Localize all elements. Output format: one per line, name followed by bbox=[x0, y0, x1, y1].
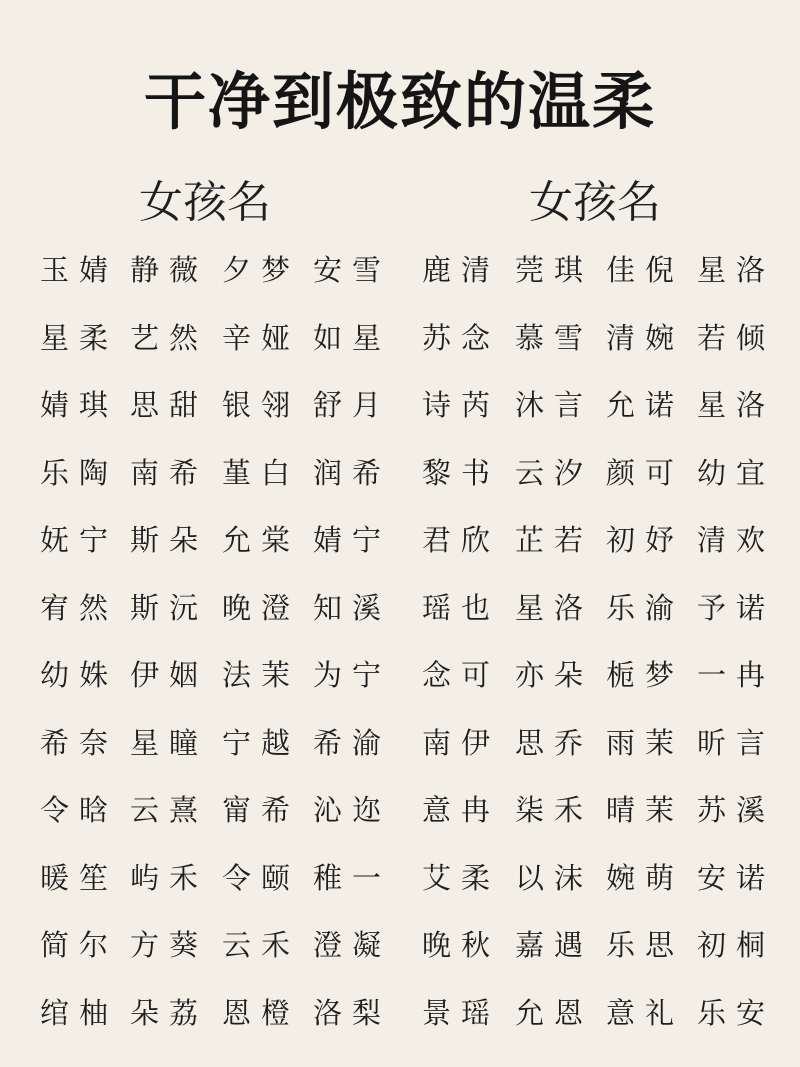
girl-name: 艺然 bbox=[130, 320, 209, 355]
girl-name: 星柔 bbox=[40, 320, 119, 355]
girl-name: 婉萌 bbox=[606, 860, 685, 895]
girl-name: 晚秋 bbox=[422, 928, 501, 962]
girl-name: 沐言 bbox=[515, 388, 594, 422]
girl-name: 晴茉 bbox=[606, 793, 685, 827]
girl-name: 澄凝 bbox=[313, 928, 392, 962]
name-row bbox=[0, 576, 800, 644]
names-grid bbox=[0, 238, 800, 1048]
girl-name: 暖笙 bbox=[40, 860, 119, 895]
girl-name: 昕言 bbox=[697, 725, 776, 760]
girl-name: 允诺 bbox=[606, 388, 685, 422]
column-header-left: 女孩名 bbox=[139, 177, 271, 228]
girl-name: 黎书 bbox=[422, 455, 501, 490]
girl-name: 绾柚 bbox=[40, 995, 119, 1030]
girl-name: 婧琪 bbox=[40, 388, 119, 422]
girl-name: 舒月 bbox=[313, 388, 392, 422]
name-row bbox=[0, 913, 800, 981]
girl-name: 宥然 bbox=[40, 590, 119, 625]
girl-name: 星洛 bbox=[515, 590, 594, 625]
girl-name: 意礼 bbox=[606, 995, 685, 1030]
girl-name: 幼姝 bbox=[40, 658, 119, 692]
name-row bbox=[0, 306, 800, 374]
girl-name: 知溪 bbox=[313, 590, 392, 625]
girl-name: 苏念 bbox=[422, 320, 501, 355]
name-row bbox=[0, 846, 800, 914]
name-row bbox=[0, 373, 800, 441]
girl-name: 初妤 bbox=[606, 523, 685, 557]
girl-name: 景瑶 bbox=[422, 995, 501, 1030]
girl-name: 静薇 bbox=[130, 253, 209, 287]
girl-name: 乐陶 bbox=[40, 455, 119, 490]
girl-name: 思甜 bbox=[130, 388, 209, 422]
girl-name: 艾柔 bbox=[422, 860, 501, 895]
girl-name: 雨茉 bbox=[606, 725, 685, 760]
girl-name: 鹿清 bbox=[422, 253, 501, 287]
girl-name: 为宁 bbox=[313, 658, 392, 692]
girl-name: 君欣 bbox=[422, 523, 501, 557]
girl-name: 以沫 bbox=[515, 860, 594, 895]
girl-name: 南伊 bbox=[422, 725, 501, 760]
girl-name: 乐渝 bbox=[606, 590, 685, 625]
girl-name: 星洛 bbox=[697, 253, 776, 287]
girl-name: 夕梦 bbox=[222, 253, 301, 287]
girl-name: 法茉 bbox=[222, 658, 301, 692]
girl-name: 甯希 bbox=[222, 793, 301, 827]
girl-name: 星洛 bbox=[697, 388, 776, 422]
girl-name: 沁迩 bbox=[313, 793, 392, 827]
girl-name: 意冉 bbox=[422, 793, 501, 827]
girl-name: 洛梨 bbox=[313, 995, 392, 1030]
girl-name: 银翎 bbox=[222, 388, 301, 422]
girl-name: 柒禾 bbox=[515, 793, 594, 827]
girl-name: 允恩 bbox=[515, 995, 594, 1030]
name-row bbox=[0, 238, 800, 306]
girl-name: 希奈 bbox=[40, 725, 119, 760]
name-row bbox=[0, 711, 800, 779]
girl-name: 方葵 bbox=[130, 928, 209, 962]
girl-name: 莞琪 bbox=[515, 253, 594, 287]
girl-name: 婧宁 bbox=[313, 523, 392, 557]
girl-name: 稚一 bbox=[313, 860, 392, 895]
girl-name: 嘉遇 bbox=[515, 928, 594, 962]
girl-name: 润希 bbox=[313, 455, 392, 490]
girl-name: 栀梦 bbox=[606, 658, 685, 692]
girl-name: 清欢 bbox=[697, 523, 776, 557]
girl-name: 希渝 bbox=[313, 725, 392, 760]
girl-name: 令晗 bbox=[40, 793, 119, 827]
girl-name: 予诺 bbox=[697, 590, 776, 625]
girl-name: 清婉 bbox=[606, 320, 685, 355]
girl-name: 如星 bbox=[313, 320, 392, 355]
girl-name: 堇白 bbox=[222, 455, 301, 490]
girl-name: 玉婧 bbox=[40, 253, 119, 287]
girl-name: 斯朵 bbox=[130, 523, 209, 557]
girl-name: 芷若 bbox=[515, 523, 594, 557]
girl-name: 初桐 bbox=[697, 928, 776, 962]
girl-name: 乐安 bbox=[697, 995, 776, 1030]
girl-name: 佳倪 bbox=[606, 253, 685, 287]
name-row bbox=[0, 508, 800, 576]
girl-name: 乐思 bbox=[606, 928, 685, 962]
girl-name: 苏溪 bbox=[697, 793, 776, 827]
girl-name: 瑶也 bbox=[422, 590, 501, 625]
girl-name: 简尔 bbox=[40, 928, 119, 962]
girl-name: 亦朵 bbox=[515, 658, 594, 692]
girl-name: 恩橙 bbox=[222, 995, 301, 1030]
girl-name: 幼宜 bbox=[697, 455, 776, 490]
girl-name: 南希 bbox=[130, 455, 209, 490]
girl-name: 辛娅 bbox=[222, 320, 301, 355]
girl-name: 颜可 bbox=[606, 455, 685, 490]
girl-name: 云禾 bbox=[222, 928, 301, 962]
girl-name: 云熹 bbox=[130, 793, 209, 827]
girl-name: 允棠 bbox=[222, 523, 301, 557]
girl-name: 一冉 bbox=[697, 658, 776, 692]
girl-name: 思乔 bbox=[515, 725, 594, 760]
girl-name: 念可 bbox=[422, 658, 501, 692]
girl-name: 朵荔 bbox=[130, 995, 209, 1030]
girl-name: 安雪 bbox=[313, 253, 392, 287]
column-header-right: 女孩名 bbox=[529, 177, 661, 228]
girl-name: 安诺 bbox=[697, 860, 776, 895]
girl-name: 若倾 bbox=[697, 320, 776, 355]
girl-name: 宁越 bbox=[222, 725, 301, 760]
girl-name: 斯沅 bbox=[130, 590, 209, 625]
name-row bbox=[0, 778, 800, 846]
name-row bbox=[0, 643, 800, 711]
girl-name: 诗芮 bbox=[422, 388, 501, 422]
name-row bbox=[0, 981, 800, 1049]
girl-name: 妩宁 bbox=[40, 523, 119, 557]
girl-name: 屿禾 bbox=[130, 860, 209, 895]
girl-name: 晚澄 bbox=[222, 590, 301, 625]
name-row bbox=[0, 441, 800, 509]
girl-name: 伊姻 bbox=[130, 658, 209, 692]
girl-name: 云汐 bbox=[515, 455, 594, 490]
girl-name: 令颐 bbox=[222, 860, 301, 895]
girl-name: 星瞳 bbox=[130, 725, 209, 760]
girl-name: 慕雪 bbox=[515, 320, 594, 355]
page-title: 干净到极致的温柔 bbox=[143, 65, 656, 138]
